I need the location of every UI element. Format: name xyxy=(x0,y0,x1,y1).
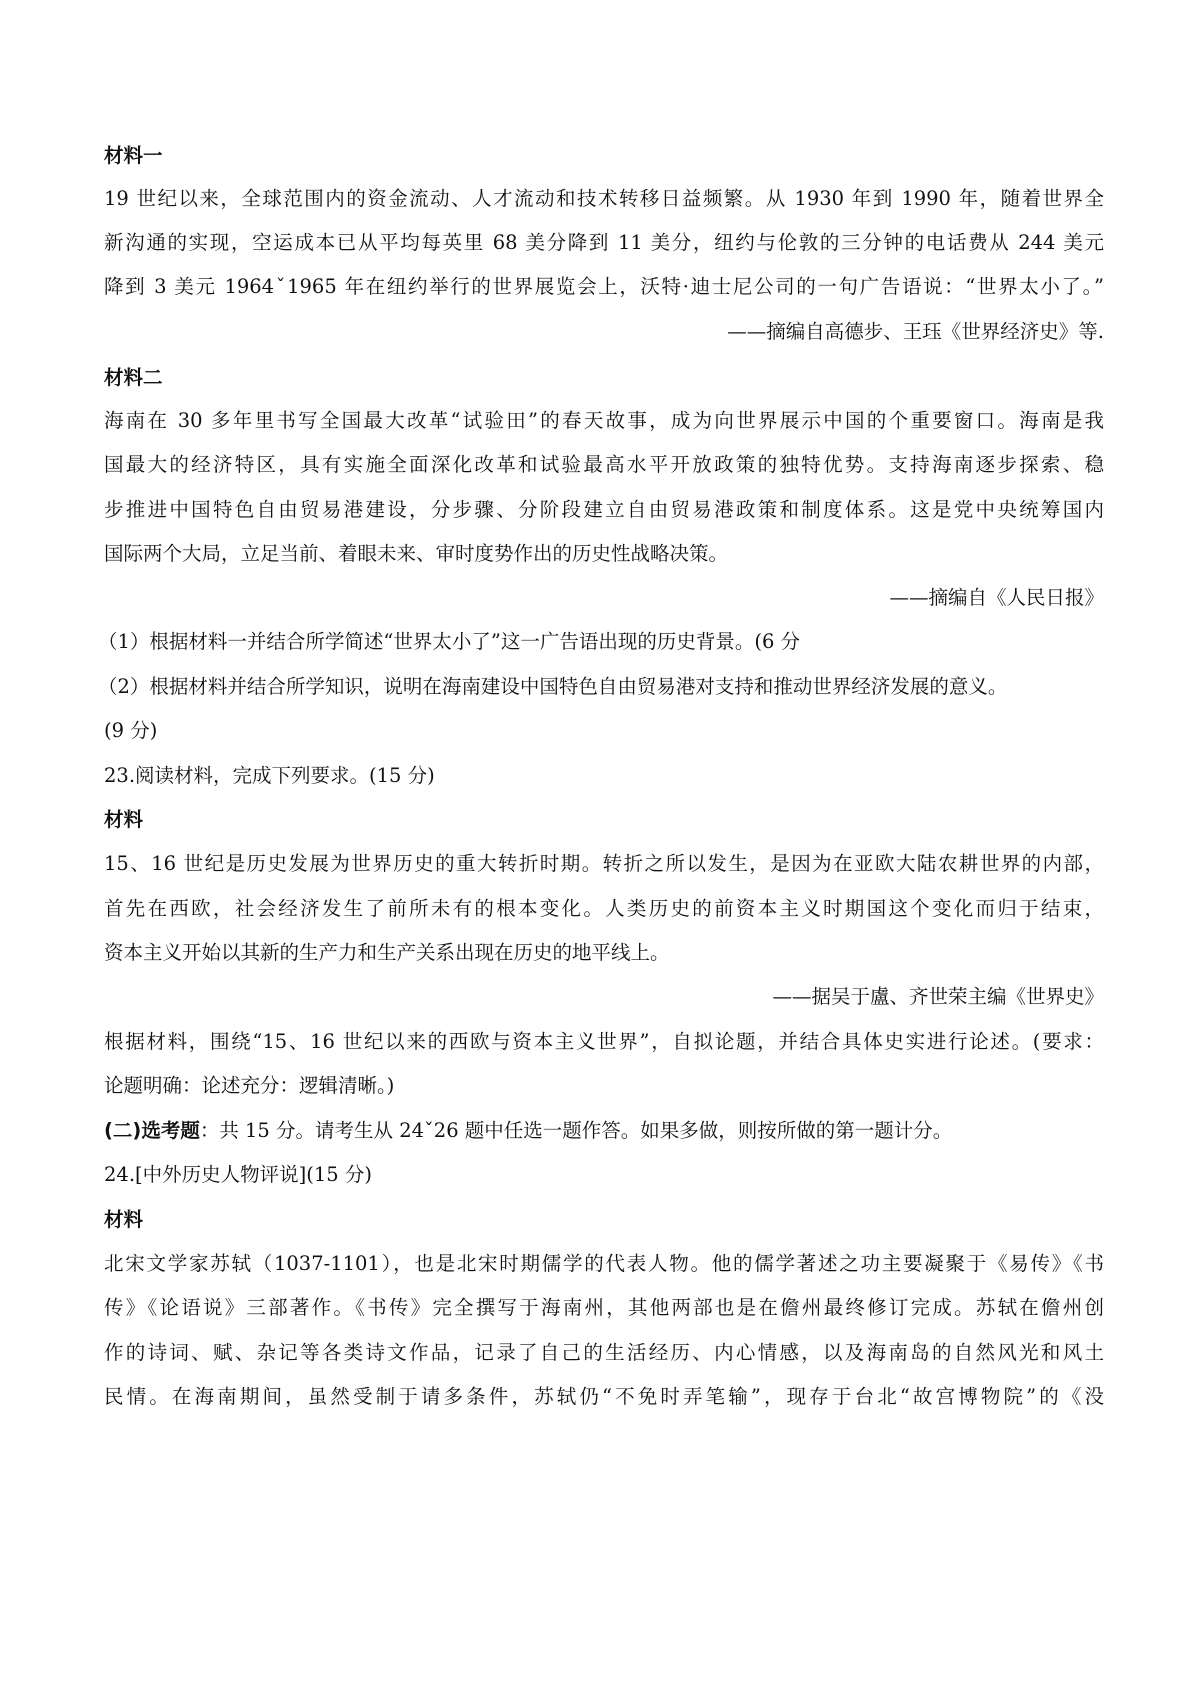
q23-line-3: 资本主义开始以其新的生产力和生产关系出现在历史的地平线上。 xyxy=(104,941,670,964)
material1-line-3: 降到 3 美元 1964ˇ1965 年在纽约举行的世界展览会上，沃特·迪士尼公司的一句广告语说：“世界太小了。” xyxy=(104,275,1104,298)
material2-line-4: 国际两个大局，立足当前、着眼未来、审时度势作出的历史性战略决策。 xyxy=(104,542,729,565)
material1-heading: 材料一 xyxy=(104,144,163,167)
q23-title: 23.阅读材料，完成下列要求。(15 分) xyxy=(104,764,435,787)
material1-line-2: 新沟通的实现，空运成本已从平均每英里 68 美分降到 11 美分，纽约与伦敦的三分钟的电话费从 244 美元 xyxy=(104,231,1104,254)
material2-source: ——摘编自《人民日报》 xyxy=(889,586,1104,609)
question-2-line-2: (9 分) xyxy=(104,719,158,742)
q23-source: ——据吴于盧、齐世荣主编《世界史》 xyxy=(772,985,1104,1008)
material1-line-1: 19 世纪以来，全球范围内的资金流动、人才流动和技术转移日益频繁。从 1930 年到 1990 年，随着世界全 xyxy=(104,187,1104,210)
q24-line-2: 传》《论语说》三部著作。《书传》完全撰写于海南州，其他两部也是在儋州最终修订完成。苏轼在儋州创 xyxy=(104,1296,1104,1319)
elective-rest: ：共 15 分。请考生从 24ˇ26 题中任选一题作答。如果多做，则按所做的第一题计分。 xyxy=(199,1119,953,1142)
material1-source: ——摘编自高德步、王珏《世界经济史》等. xyxy=(727,320,1104,343)
elective-notice xyxy=(104,1117,1104,1145)
q23-material-heading: 材料 xyxy=(104,808,144,831)
material2-line-2: 国最大的经济特区，具有实施全面深化改革和试验最高水平开放政策的独特优势。支持海南逐步探索、稳 xyxy=(104,453,1104,476)
question-2-line-1: （2）根据材料并结合所学知识，说明在海南建设中国特色自由贸易港对支持和推动世界经济发展的意义。 xyxy=(98,675,1008,698)
q23-task-line-2: 论题明确：论述充分：逻辑清晰。) xyxy=(104,1074,395,1097)
question-1: （1）根据材料一并结合所学简述“世界太小了”这一广告语出现的历史背景。(6 分 xyxy=(98,630,801,653)
q24-material-heading: 材料 xyxy=(104,1208,144,1231)
material2-heading: 材料二 xyxy=(104,366,163,389)
q23-line-1: 15、16 世纪是历史发展为世界历史的重大转折时期。转折之所以发生，是因为在亚欧大陆农耕世界的内部， xyxy=(104,852,1104,875)
material2-line-1: 海南在 30 多年里书写全国最大改革“试验田”的春天故事，成为向世界展示中国的个重要窗口。海南是我 xyxy=(104,409,1104,432)
q24-line-3: 作的诗词、赋、杂记等各类诗文作品，记录了自己的生活经历、内心情感，以及海南岛的自然风光和风土 xyxy=(104,1341,1104,1364)
elective-lead: (二)选考题 xyxy=(104,1119,200,1142)
q24-line-1: 北宋文学家苏轼（1037-1101），也是北宋时期儒学的代表人物。他的儒学著述之功主要凝聚于《易传》《书 xyxy=(104,1252,1104,1275)
q23-task-line-1: 根据材料，围绕“15、16 世纪以来的西欧与资本主义世界”，自拟论题，并结合具体史实进行论述。(要求： xyxy=(104,1030,1104,1053)
q23-line-2: 首先在西欧，社会经济发生了前所未有的根本变化。人类历史的前资本主义时期国这个变化而归于结束， xyxy=(104,897,1104,920)
material2-line-3: 步推进中国特色自由贸易港建设，分步骤、分阶段建立自由贸易港政策和制度体系。这是党中央统筹国内 xyxy=(104,498,1104,521)
q24-title: 24.[中外历史人物评说](15 分) xyxy=(104,1163,372,1186)
q24-line-4: 民情。在海南期间，虽然受制于请多条件，苏轼仍“不免时弄笔输”，现存于台北“故宫博物院”的《没 xyxy=(104,1385,1104,1408)
